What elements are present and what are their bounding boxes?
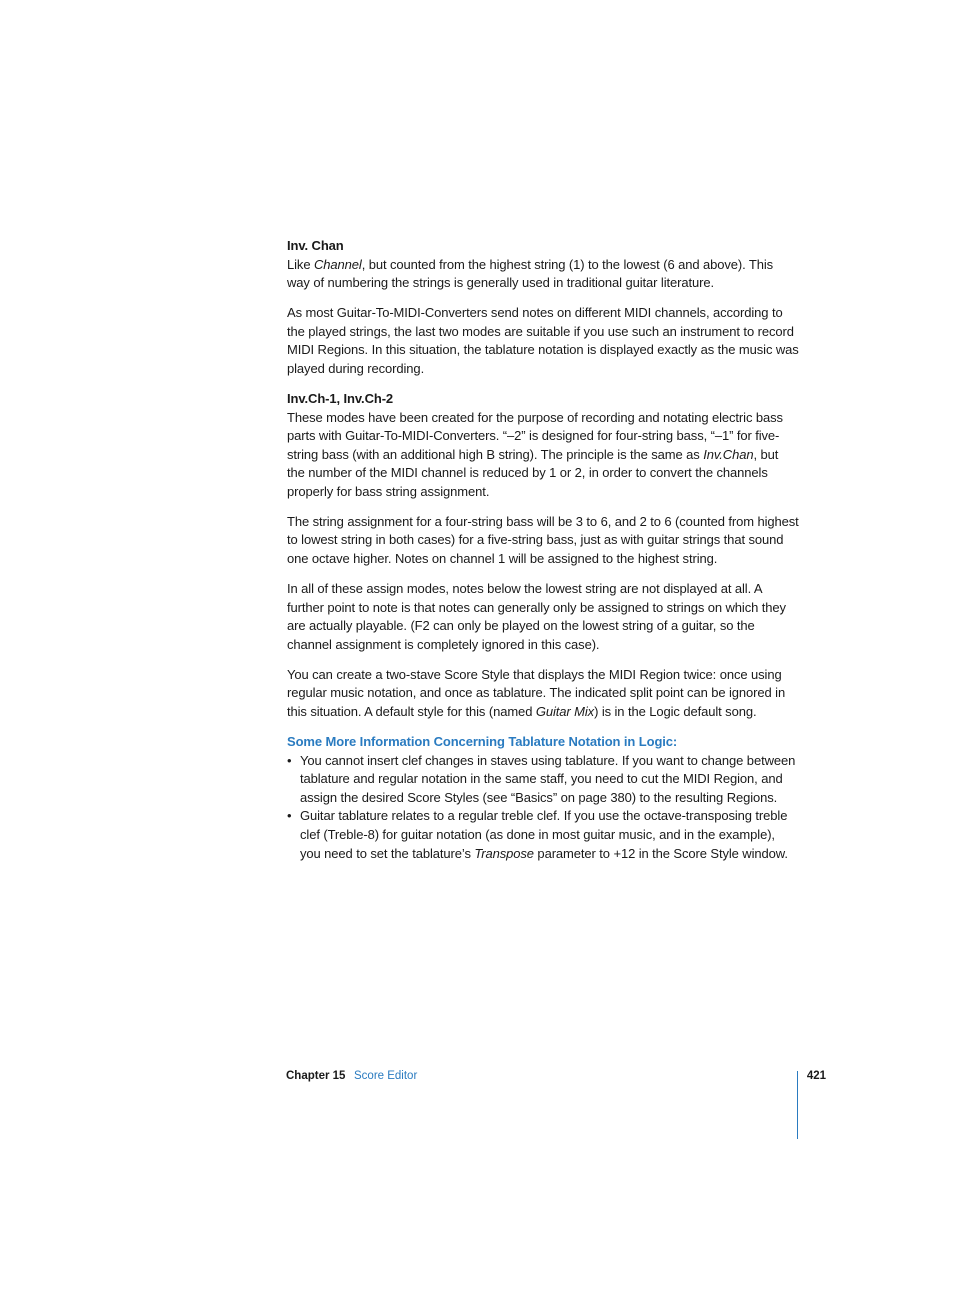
text-run: Like — [287, 256, 314, 272]
paragraph-inv-chan-definition — [287, 256, 799, 293]
list-item-text: Guitar tablature relates to a regular treble clef. If you use the octave-transposing treble clef (Treble-8) for guitar notation (as done in most guitar music, and in the example), you need to set the tablature’s — [300, 808, 788, 861]
footer-chapter: Chapter 15 — [286, 1070, 346, 1082]
term-inv-chan: Inv. Chan — [287, 238, 344, 253]
footer-divider — [797, 1071, 798, 1139]
italic-term-guitar-mix: Guitar Mix — [535, 704, 595, 720]
paragraph-converters: As most Guitar-To-MIDI-Converters send notes on different MIDI channels, according to the played strings, the last two modes are suitable if you use such an instrument to record MIDI Regions. In this situation, the tablature notation is displayed exactly as the music was played during recording. — [287, 305, 799, 376]
list-item — [287, 807, 799, 863]
italic-term-channel: Channel — [313, 256, 362, 272]
text-run: ) is in the Logic default song. — [594, 704, 757, 720]
list-item-text: You cannot insert clef changes in staves using tablature. If you want to change between tablature and regular notation in the same staff, you need to cut the MIDI Region, and assign the desired Score Styles (see “Basics” on page 380) to the resulting Regions. — [300, 752, 796, 805]
paragraph-string-assignment: The string assignment for a four-string bass will be 3 to 6, and 2 to 6 (counted from highest to lowest string in both cases) for a five-string bass, just as with guitar strings that sound one octave higher. Notes on channel 1 will be assigned to the highest string. — [287, 513, 799, 567]
text-run: These modes have been created for the purpose of recording and notating electric bass parts with Guitar-To-MIDI-Converters. “–2” is designed for four-string bass, “–1” for five-string bass (with an additional high B string). The principle is the same as — [287, 409, 783, 462]
italic-term-inv-chan: Inv.Chan — [703, 446, 754, 462]
section-heading-more-info: Some More Information Concerning Tablature Notation in Logic: — [287, 734, 678, 749]
text-run: , but counted from the highest string (1) to the lowest (6 and above). This way of numbering the strings is generally used in traditional guitar literature. — [287, 256, 774, 291]
italic-term-transpose: Transpose — [474, 845, 534, 861]
list-item — [287, 752, 799, 808]
page-body — [287, 237, 799, 863]
page-number: 421 — [806, 1070, 826, 1082]
bullet-icon: • — [287, 808, 292, 824]
term-inv-ch: Inv.Ch-1, Inv.Ch-2 — [287, 390, 394, 406]
paragraph-inv-ch-definition — [287, 409, 799, 502]
paragraph-two-stave — [287, 666, 799, 722]
bullet-icon: • — [287, 752, 292, 768]
paragraph-assign-modes: In all of these assign modes, notes below the lowest string are not displayed at all. A further point to note is that notes can generally only be assigned to strings on which they are actually playable. (F2 can only be played on the lowest string of a guitar, so the channel assignment is completely ignored in this case). — [287, 581, 786, 652]
text-run: You can create a two-stave Score Style that displays the MIDI Region twice: once using regular music notation, and once as tablature. The indicated split point can be ignored in this situation. A default style for this (named — [287, 666, 786, 720]
list-item-text: parameter to +12 in the Score Style window. — [533, 845, 788, 861]
text-run: , but the number of the MIDI channel is reduced by 1 or 2, in order to convert the channels properly for bass string assignment. — [287, 446, 779, 499]
info-list — [287, 752, 799, 864]
page-footer — [286, 1070, 826, 1088]
footer-chapter-title: Score Editor — [354, 1070, 418, 1082]
